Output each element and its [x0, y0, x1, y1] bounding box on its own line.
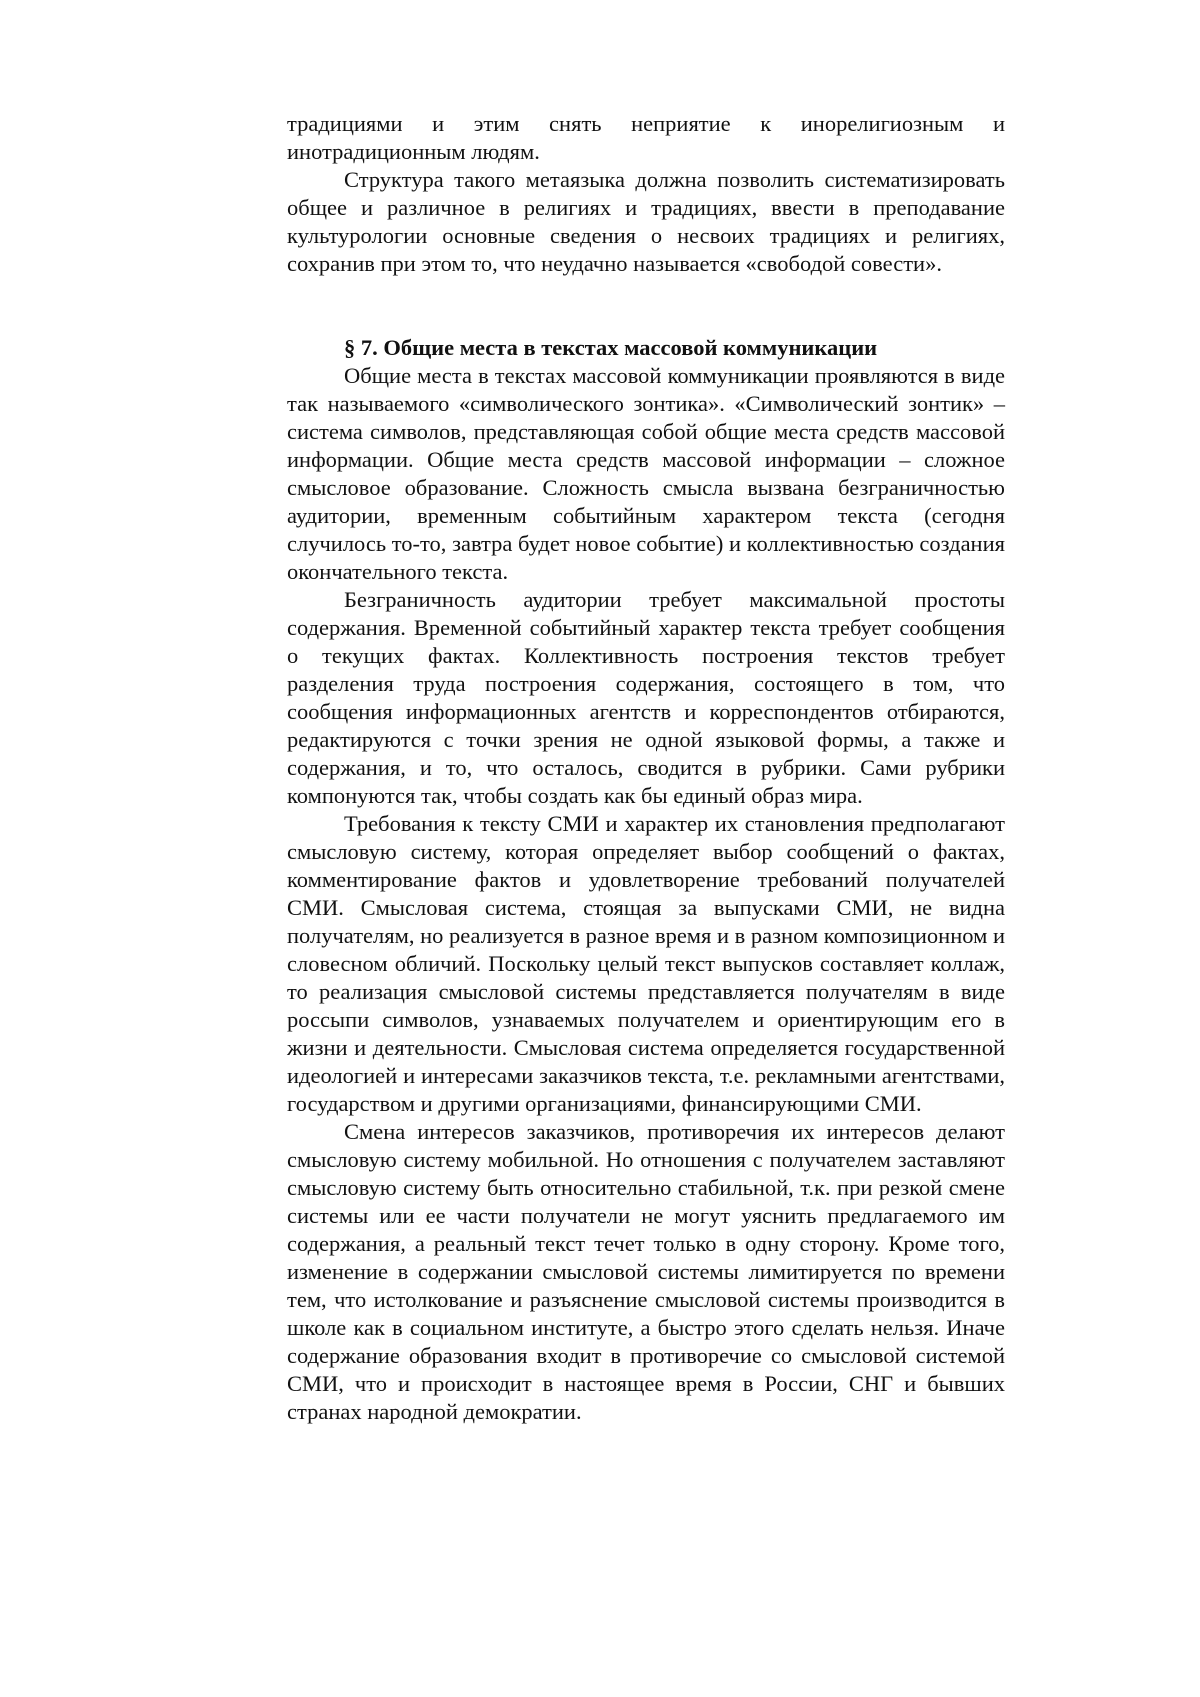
- paragraph-requirements: Требования к тексту СМИ и характер их становления предполагают смысловую систему, которая определяет выбор сообщений о фактах, комментирование фактов и удовлетворение требований получателей СМИ. Смысловая система, стоящая за выпусками СМИ, не видна получателям, но реализуется в разное время и в разном композиционном и словесном обличий. Поскольку целый текст выпусков составляет коллаж, то реализация смысловой системы представляется получателям в виде россыпи символов, узнаваемых получателем и ориентирующим его в жизни и деятельности. Смысловая система определяется государственной идеологией и интересами заказчиков текста, т.е. рекламными агентствами, государством и другими организациями, финансирующими СМИ.: [287, 810, 1005, 1118]
- paragraph-interests: Смена интересов заказчиков, противоречия их интересов делают смысловую систему мобильной. Но отношения с получателем заставляют смысловую систему быть относительно стабильной, т.к. при резкой смене системы или ее части получатели не могут уяснить предлагаемого им содержания, а реальный текст течет только в одну сторону. Кроме того, изменение в содержании смысловой системы лимитируется по времени тем, что истолкование и разъяснение смысловой системы производится в школе как в социальном институте, а быстро этого сделать нельзя. Иначе содержание образования входит в противоречие со смысловой системой СМИ, что и происходит в настоящее время в России, СНГ и бывших странах народной демократии.: [287, 1118, 1005, 1426]
- document-page: [287, 110, 1005, 1426]
- paragraph-continuation: традициями и этим снять неприятие к инорелигиозным и инотрадиционным людям.: [287, 110, 1005, 166]
- paragraph-common-places: Общие места в текстах массовой коммуникации проявляются в виде так называемого «символического зонтика». «Символический зонтик» – система символов, представляющая собой общие места средств массовой информации. Общие места средств массовой информации – сложное смысловое образование. Сложность смысла вызвана безграничностью аудитории, временным событийным характером текста (сегодня случилось то-то, завтра будет новое событие) и коллективностью создания окончательного текста.: [287, 362, 1005, 586]
- paragraph-metalanguage: Структура такого метаязыка должна позволить систематизировать общее и различное в религиях и традициях, ввести в преподавание культурологии основные сведения о несвоих традициях и религиях, сохранив при этом то, что неудачно называется «свободой совести».: [287, 166, 1005, 278]
- paragraph-audience: Безграничность аудитории требует максимальной простоты содержания. Временной событийный характер текста требует сообщения о текущих фактах. Коллективность построения текстов требует разделения труда построения содержания, состоящего в том, что сообщения информационных агентств и корреспондентов отбираются, редактируются с точки зрения не одной языковой формы, а также и содержания, и то, что осталось, сводится в рубрики. Сами рубрики компонуются так, чтобы создать как бы единый образ мира.: [287, 586, 1005, 810]
- section-heading: § 7. Общие места в текстах массовой коммуникации: [287, 334, 1005, 362]
